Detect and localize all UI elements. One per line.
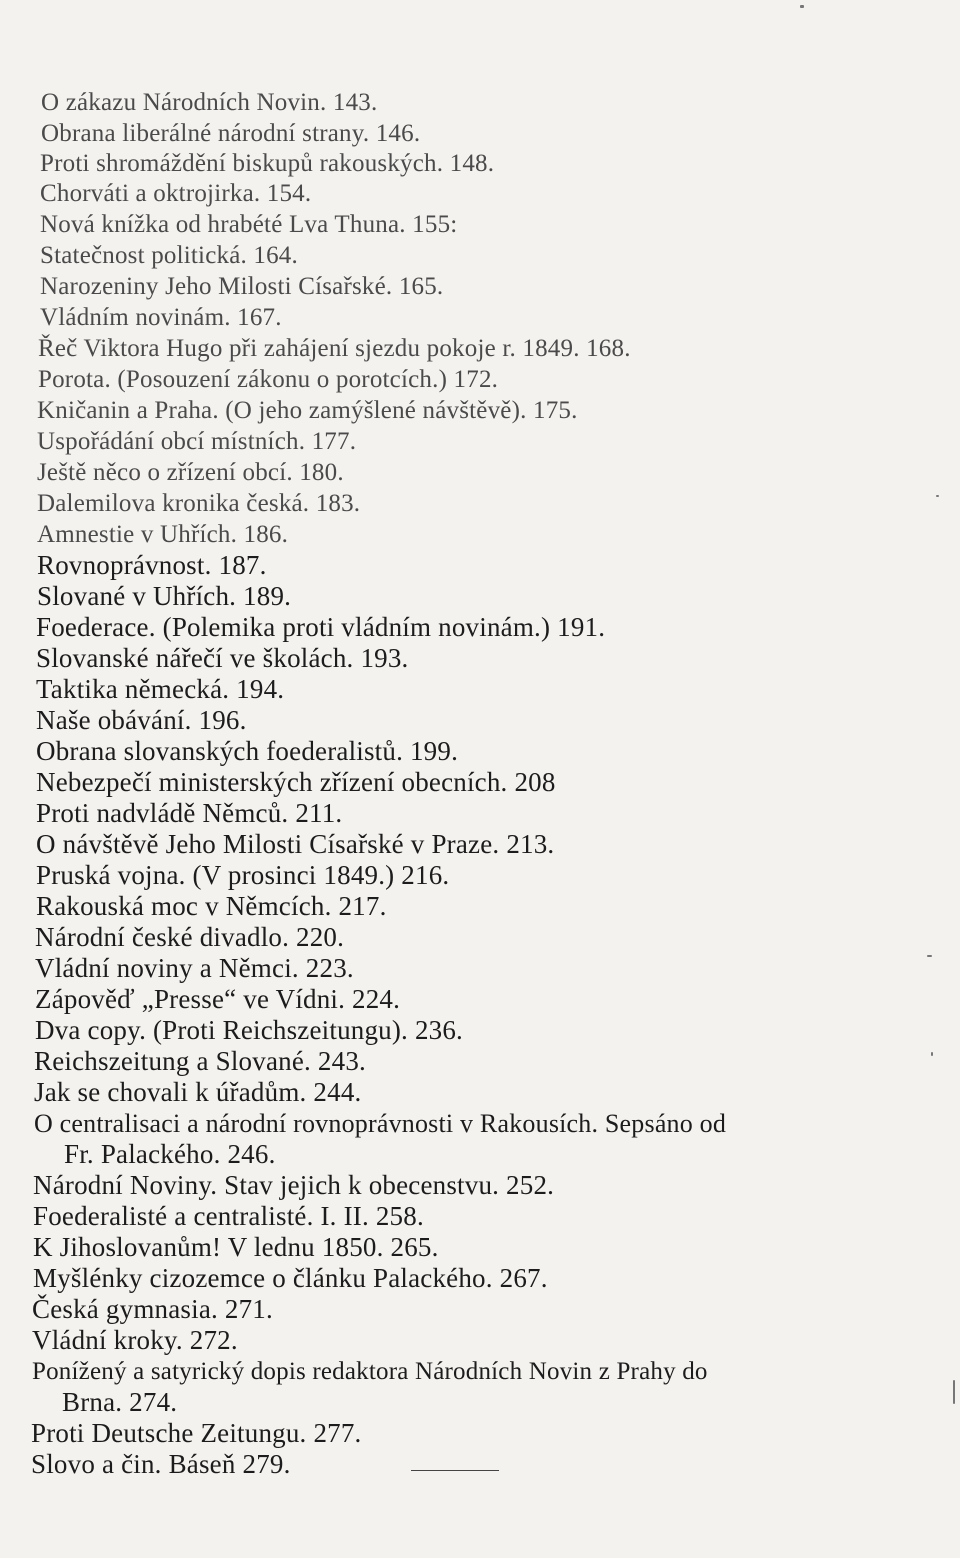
- toc-entry: Proti shromáždění biskupů rakouských. 148.: [40, 150, 495, 177]
- toc-entry: Zápověď „Presse“ ve Vídni. 224.: [35, 984, 401, 1014]
- toc-entry: Slované v Uhřích. 189.: [37, 581, 292, 611]
- toc-entry: Dalemilova kronika česká. 183.: [37, 490, 361, 517]
- toc-entry: O centralisaci a národní rovnoprávnosti v Rakousích. Sepsáno od: [34, 1109, 727, 1138]
- toc-entry: Statečnost politická. 164.: [40, 242, 298, 269]
- toc-entry: Foederace. (Polemika proti vládním novinám.) 191.: [36, 612, 606, 642]
- end-rule: [411, 1470, 499, 1471]
- toc-entry: Vládním novinám. 167.: [40, 304, 282, 331]
- toc-entry: Reichszeitung a Slované. 243.: [34, 1046, 366, 1076]
- toc-entry: Rakouská moc v Němcích. 217.: [36, 891, 387, 921]
- toc-entry: Chorváti a oktrojirka. 154.: [40, 180, 312, 207]
- toc-entry: Uspořádání obcí místních. 177.: [37, 428, 357, 455]
- toc-entry: Slovo a čin. Báseň 279.: [31, 1449, 291, 1479]
- toc-entry: K Jihoslovanům! V lednu 1850. 265.: [33, 1232, 439, 1262]
- toc-entry: Obrana liberálné národní strany. 146.: [41, 120, 421, 147]
- toc-entry: Ještě něco o zřízení obcí. 180.: [37, 459, 344, 486]
- toc-entry: Foederalisté a centralisté. I. II. 258.: [33, 1201, 424, 1231]
- toc-entry: Česká gymnasia. 271.: [32, 1294, 273, 1324]
- toc-entry: Vládní noviny a Němci. 223.: [35, 953, 354, 983]
- toc-entry: O návštěvě Jeho Milosti Císařské v Praze. 213.: [36, 829, 555, 859]
- toc-entry: Nebezpečí ministerských zřízení obecních. 208: [36, 767, 556, 797]
- toc-entry: Slovanské nářečí ve školách. 193.: [36, 643, 409, 673]
- toc-entry: O zákazu Národních Novin. 143.: [41, 89, 378, 116]
- toc-entry: Obrana slovanských foederalistů. 199.: [36, 736, 459, 766]
- toc-entry: Porota. (Posouzení zákonu o porotcích.) 172.: [38, 366, 499, 393]
- toc-entry: Narozeniny Jeho Milosti Císařské. 165.: [40, 273, 444, 300]
- toc-entry: Vládní kroky. 272.: [32, 1325, 238, 1355]
- toc-entry: Amnestie v Uhřích. 186.: [37, 521, 289, 548]
- scan-speck: [927, 955, 932, 957]
- toc-entry: Naše obávání. 196.: [36, 705, 247, 735]
- toc-entry: Kničanin a Praha. (O jeho zamýšlené návštěvě). 175.: [37, 397, 578, 424]
- toc-entry: Pruská vojna. (V prosinci 1849.) 216.: [36, 860, 450, 890]
- toc-entry: Fr. Palackého. 246.: [64, 1139, 276, 1169]
- toc-entry: Národní české divadlo. 220.: [35, 922, 345, 952]
- toc-entry: Řeč Viktora Hugo při zahájení sjezdu pokoje r. 1849. 168.: [38, 335, 631, 362]
- toc-entry: Brna. 274.: [62, 1387, 178, 1417]
- toc-entry: Proti Deutsche Zeitungu. 277.: [31, 1418, 362, 1448]
- toc-entry: Myšlénky cizozemce o článku Palackého. 267.: [33, 1263, 548, 1293]
- toc-entry: Rovnoprávnost. 187.: [37, 550, 267, 580]
- toc-entry: Nová knížka od hrabété Lva Thuna. 155:: [40, 211, 458, 238]
- scan-speck: [800, 5, 804, 8]
- toc-entry: Národní Noviny. Stav jejich k obecenstvu. 252.: [33, 1170, 555, 1200]
- toc-entry: Taktika německá. 194.: [36, 674, 285, 704]
- scan-speck: [953, 1380, 955, 1404]
- toc-entry: Proti nadvládě Němců. 211.: [36, 798, 343, 828]
- toc-entry: Jak se chovali k úřadům. 244.: [34, 1077, 362, 1107]
- scan-speck: [936, 495, 939, 497]
- scan-speck: [931, 1052, 933, 1056]
- toc-entry: Dva copy. (Proti Reichszeitungu). 236.: [35, 1015, 464, 1045]
- toc-entry: Ponížený a satyrický dopis redaktora Národních Novin z Prahy do: [32, 1358, 708, 1385]
